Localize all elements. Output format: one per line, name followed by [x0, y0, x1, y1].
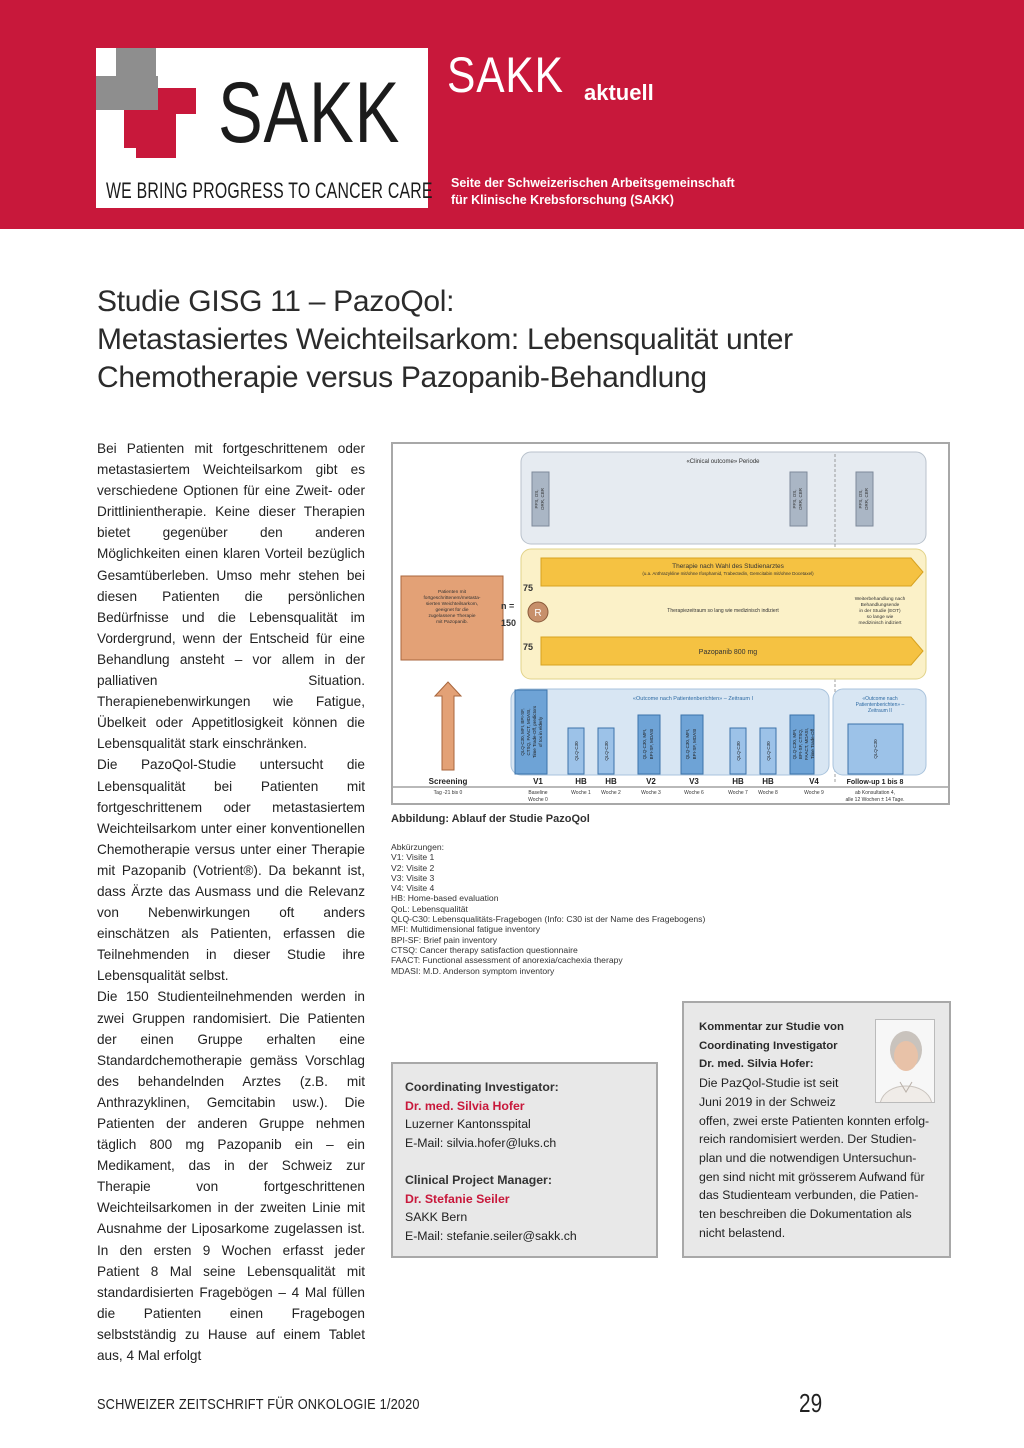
abbr-2: V2: Visite 2 [391, 862, 435, 873]
q-v3-line2: BPI-SF, MDASI [692, 728, 697, 760]
therapy-sub: (u.a. Anthrazykline mit/ohne Ifosphamid, Trabectedin, Gemcitabin mit/ohne Docetaxel) [642, 571, 814, 576]
comment-line-9: nicht belastend. [699, 1225, 786, 1240]
comment-heading-2: Coordinating Investigator [699, 1039, 838, 1052]
timeline-sub-5-0: Woche 6 [684, 790, 704, 796]
title-line2: Metastasiertes Weichteilsarkom: Lebensqualität unter [97, 323, 793, 356]
timeline-label-1: V1 [533, 777, 543, 786]
timeline-sub-3-0: Woche 2 [601, 790, 621, 796]
timeline-label-2: HB [575, 777, 587, 786]
abbr-1: V1: Visite 1 [391, 852, 435, 863]
cpm-org: SAKK Bern [405, 1210, 468, 1225]
abbr-9: BPI-SF: Brief pain inventory [391, 934, 498, 945]
patients-text-4: geeignet für die [435, 608, 469, 613]
sakk-logo [96, 48, 433, 208]
patients-text-3: sierten Weichteilsarkom, [425, 602, 479, 607]
timeline-label-0: Screening [428, 777, 468, 786]
paragraph-2: Die PazoQol-Studie untersucht die Lebensqualität bei Patienten mit fortgeschrittenem oder metastasiertem Weichteilsarkom unter einer konventionellen Chemotherapie versus unter einer Therapie mit Pazopanib (Votrient®). Da bekannt ist, dass Ärzte das Ausmass und die Relevanz von Nebenwirkungen oft anders einschätzen als Patienten, erfassen die Teilnehmenden in dieser Studie ihre Lebensqualität selbst. [97, 757, 365, 984]
abbr-12: MDASI: M.D. Anderson symptom inventory [391, 965, 555, 976]
timeline-sub-6-0: Woche 7 [728, 790, 748, 796]
pfs-label-3a: PFS, OS, [858, 489, 863, 509]
abbr-5: HB: Home-based evaluation [391, 893, 499, 904]
therapy-title: Therapie nach Wahl des Studienarztes [672, 563, 784, 570]
arm-count-bottom: 75 [523, 642, 534, 652]
arm-count-top: 75 [523, 583, 534, 593]
q-v4-line1: QLQ-C30, MFI, [792, 728, 797, 760]
timeline-sub-8-0: Woche 9 [804, 790, 824, 796]
patients-text-6: mit Pazopanib. [436, 620, 468, 625]
pfs-label-1b: ORR, CBR [540, 487, 545, 511]
timeline-label-7: HB [762, 777, 774, 786]
study-flow-diagram [393, 444, 948, 803]
timeline-sub-2-0: Woche 1 [571, 790, 591, 796]
q-v4-line4: Time Trade-Off [810, 728, 815, 760]
timeline-label-9: Follow-up 1 bis 8 [846, 779, 904, 786]
pazopanib-label: Pazopanib 800 mg [698, 649, 758, 656]
abbr-0: Abkürzungen: [391, 842, 445, 852]
timeline-sub-0-0: Tag -21 bis 0 [433, 790, 463, 796]
header-subtitle-line2: für Klinische Krebsforschung (SAKK) [451, 193, 674, 207]
q-v4-line2: BPI-SF, CTSQ, [798, 728, 803, 760]
timeline-sub-4-0: Woche 3 [641, 790, 661, 796]
comment-heading-3: Dr. med. Silvia Hofer: [699, 1058, 814, 1071]
cpm-email[interactable]: E-Mail: stefanie.seiler@sakk.ch [405, 1228, 577, 1243]
pro-period-1-label: «Outcome nach Patientenberichten» – Zeitraum I [632, 696, 754, 702]
followup-note-1: Weiterbehandlung nach [854, 597, 906, 602]
abbreviations-list [391, 842, 951, 976]
timeline-label-6: HB [732, 777, 744, 786]
ci-name: Dr. med. Silvia Hofer [405, 1098, 525, 1113]
logo-text: SAKK [218, 65, 401, 161]
header-subtitle [451, 175, 735, 209]
timeline-label-4: V2 [646, 777, 656, 786]
timeline-label-3: HB [605, 777, 617, 786]
figure-caption: Abbildung: Ablauf der Studie PazoQol [391, 813, 590, 825]
comment-line-3: offen, zwei erste Patienten konnten erfolg- [699, 1113, 930, 1128]
article-title [97, 283, 877, 397]
followup-note-2: Behandlungsende [860, 603, 900, 608]
comment-box [682, 1001, 951, 1258]
pfs-label-2b: ORR, CBR [798, 487, 803, 511]
timeline-label-8: V4 [809, 777, 819, 786]
brand-main: SAKK [447, 47, 564, 103]
ci-email[interactable]: E-Mail: silvia.hofer@luks.ch [405, 1136, 557, 1151]
q-followup-label: QLQ-C30 [873, 739, 878, 759]
abbr-4: V4: Visite 4 [391, 883, 435, 894]
q-hb3-label: QLQ-C30 [736, 741, 741, 761]
n-value: 150 [501, 618, 517, 628]
timeline-sub-9-0: ab Konsultation 4, [854, 790, 896, 796]
ci-org: Luzerner Kantonsspital [405, 1117, 531, 1132]
screening-arrow-icon [435, 682, 461, 770]
header-band [0, 0, 1024, 229]
page-number: 29 [799, 1388, 823, 1418]
cross-logo-icon [96, 48, 216, 176]
comment-line-7: das Studienteam verbunden, die Patien- [699, 1188, 919, 1203]
journal-footer: SCHWEIZER ZEITSCHRIFT FÜR ONKOLOGIE 1/2020 [97, 1397, 420, 1413]
comment-line-6: gen sind nicht mit grösserem Aufwand für [699, 1169, 925, 1184]
pro-period-2-line1: «Outcome nach [862, 696, 898, 702]
patients-text-5: zugelassene Therapie [428, 614, 476, 619]
brand-name [447, 46, 654, 105]
abbr-11: FAACT: Functional assessment of anorexia/cachexia therapy [391, 955, 623, 966]
q-v1-line4: of tox in elderly [538, 716, 543, 748]
article-body [97, 438, 365, 1366]
q-v2-line2: BPI-SF, MDASI [649, 728, 654, 760]
q-v3-line1: QLQ-C30, MFI, [685, 728, 690, 760]
timeline-label-5: V3 [689, 777, 699, 786]
comment-line-4: reich randomisiert werden. Der Studien- [699, 1132, 917, 1147]
abbr-8: MFI: Multidimensional fatigue inventory [391, 924, 541, 935]
timeline-labels [429, 777, 905, 803]
portrait-photo [875, 1019, 935, 1103]
q-v4-line3: FAACT, MDASI, [804, 727, 809, 761]
cpm-name: Dr. Stefanie Seiler [405, 1191, 510, 1206]
abbr-7: QLQ-C30: Lebensqualitäts-Fragebogen (Info: C30 ist der Name des Fragebogens) [391, 914, 706, 925]
timeline-sub-1-0: Baseline [528, 790, 548, 796]
therapy-period: Therapiezeitraum so lang wie medizinisch indiziert [667, 608, 779, 614]
portrait-icon [876, 1020, 935, 1103]
timeline-sub-9-1: alle 12 Wochen ± 14 Tage. [845, 797, 905, 803]
pro-period-2-line2: Patientenberichten» – [855, 702, 905, 708]
title-line3: Chemotherapie versus Pazopanib-Behandlung [97, 361, 707, 394]
patients-text-1: Patienten mit [438, 590, 466, 595]
followup-note-4: so lange wie [866, 615, 894, 620]
followup-note-5: medizinisch indiziert [858, 621, 902, 626]
abbr-3: V3: Visite 3 [391, 872, 435, 883]
paragraph-3: Die 150 Studienteilnehmenden werden in zwei Gruppen randomisiert. Die Patienten der einen Gruppe erhalten eine Standardchemotherapie gemäss Vorschlag des behandelnden Arztes (z.B. mit Anthrazyklinen, Gemcitabin usw.). Die Patienten der anderen Gruppe nehmen täglich 800 mg Pazopanib ein – ein Medikament, das in der Schweiz zur Therapie von fortgeschrittenen Weichteilsarkomen in der zweiten Linie mit Ausnahme der Liposarkome zugelassen ist. In den ersten 9 Wochen erfasst jeder Patient 8 Mal seine Lebensqualität mit standardisierten Fragebögen – 4 Mal füllen die Patienten einen Fragebogen selbstständig zu Hause auf einem Tablet aus, 4 Mal erfolgt [97, 989, 365, 1364]
q-v1-line2: CTSQ, FAACT, MDASI, [526, 708, 531, 756]
pfs-label-3b: ORR, CBR [864, 487, 869, 511]
study-flow-figure [391, 442, 950, 805]
title-line1: Studie GISG 11 – PazoQol: [97, 285, 455, 318]
pro-period-2-line3: Zeitraum II [868, 708, 892, 714]
comment-heading-1: Kommentar zur Studie von [699, 1021, 844, 1033]
comment-line-8: ten beschreiben die Dokumentation als [699, 1207, 912, 1222]
clinical-period-label: «Clinical outcome» Periode [686, 459, 760, 465]
pfs-label-2a: PFS, OS, [792, 489, 797, 509]
logo-tagline: WE BRING PROGRESS TO CANCER CARE [106, 178, 433, 203]
abbr-10: CTSQ: Cancer therapy satisfaction questionnaire [391, 944, 578, 955]
q-v1-line1: QLQ-C30, MFI, BPI-SF, [520, 708, 525, 756]
followup-note-3: in der Studie (EOT) [859, 609, 901, 614]
q-v2-line1: QLQ-C30, MFI, [642, 728, 647, 760]
timeline-sub-1-1: Woche 0 [528, 797, 548, 803]
q-v1-line3: Time Trade-Off, predictors [532, 705, 537, 759]
brand-suffix: aktuell [584, 80, 654, 105]
timeline-sub-7-0: Woche 8 [758, 790, 778, 796]
abbr-6: QoL: Lebensqualität [391, 903, 468, 914]
randomize-label: R [534, 608, 542, 619]
comment-line-1: Die PazQol-Studie ist seit [699, 1076, 839, 1091]
patients-text-2: fortgeschrittenem/metasta- [423, 596, 481, 601]
cpm-label: Clinical Project Manager: [405, 1172, 552, 1187]
n-label: n = [501, 601, 515, 611]
comment-line-2: Juni 2019 in der Schweiz [699, 1094, 836, 1109]
q-hb4-label: QLQ-C30 [766, 741, 771, 761]
comment-line-5: plan und die notwendigen Untersuchun- [699, 1150, 917, 1165]
paragraph-1: Bei Patienten mit fortgeschrittenem oder metastasiertem Weichteilsarkom gibt es verschiedene Optionen für eine Zweit- oder Drittlinientherapie. Keine dieser Therapien bietet gegenüber den anderen Möglichkeiten einen klaren Vorteil bezüglich Gesamtüberleben. Umso mehr stehen bei diesen Patienten die persönlichen Bedürfnisse und die Lebensqualität im Vordergrund, wenn der Entscheid für eine Behandlung ansteht – vor allem in der palliativen Situation. Therapienebenwirkungen wie Fatigue, Übelkeit oder Appetitlosigkeit können die Lebensqualität stark einschränken. [97, 441, 365, 752]
pfs-label-1a: PFS, OS, [534, 489, 539, 509]
ci-label: Coordinating Investigator: [405, 1080, 559, 1094]
contact-box [391, 1062, 658, 1258]
header-subtitle-line1: Seite der Schweizerischen Arbeitsgemeinschaft [451, 176, 735, 190]
q-hb1-label: QLQ-C30 [574, 741, 579, 761]
q-hb2-label: QLQ-C30 [604, 741, 609, 761]
